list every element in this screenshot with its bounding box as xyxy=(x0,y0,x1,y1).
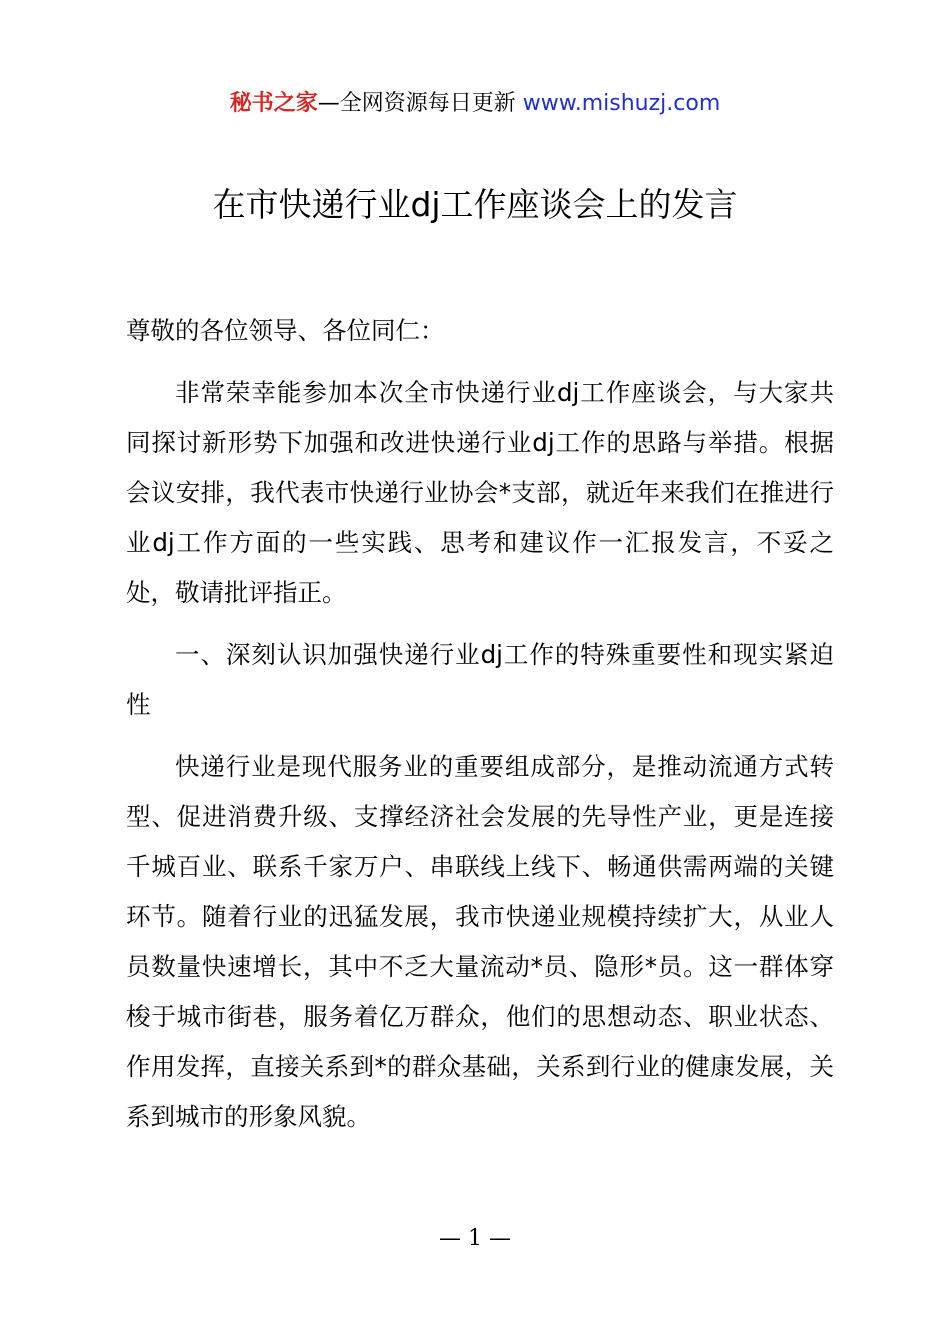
salutation: 尊敬的各位领导、各位同仁： xyxy=(126,316,445,345)
site-tagline: —全网资源每日更新 xyxy=(317,91,523,116)
document-body xyxy=(126,306,834,1154)
site-header xyxy=(0,86,950,122)
page-number: — 1 — xyxy=(439,1226,511,1251)
paragraph-intro: 非常荣幸能参加本次全市快递行业dj工作座谈会，与大家共同探讨新形势下加强和改进快递行业dj工作的思路与举措。根据会议安排，我代表市快递行业协会*支部，就近年来我们在推进行业dj工作方面的一些实践、思考和建议作一汇报发言，不妥之处，敬请批评指正。 xyxy=(126,378,834,607)
section-heading-1: 一、深刻认识加强快递行业dj工作的特殊重要性和现实紧迫性 xyxy=(126,640,834,719)
site-url-link[interactable]: www.mishuzj.com xyxy=(522,91,721,116)
paragraph-section-1: 快递行业是现代服务业的重要组成部分，是推动流通方式转型、促进消费升级、支撑经济社会发展的先导性产业，更是连接千城百业、联系千家万户、串联线上线下、畅通供需两端的关键环节。随着行业的迅猛发展，我市快递业规模持续扩大，从业人员数量快速增长，其中不乏大量流动*员、隐形*员。这一群体穿梭于城市街巷，服务着亿万群众，他们的思想动态、职业状态、作用发挥，直接关系到*的群众基础，关系到行业的健康发展，关系到城市的形象风貌。 xyxy=(126,752,834,1131)
site-brand: 秘书之家 xyxy=(229,91,318,116)
document-title: 在市快递行业dj工作座谈会上的发言 xyxy=(212,185,738,224)
